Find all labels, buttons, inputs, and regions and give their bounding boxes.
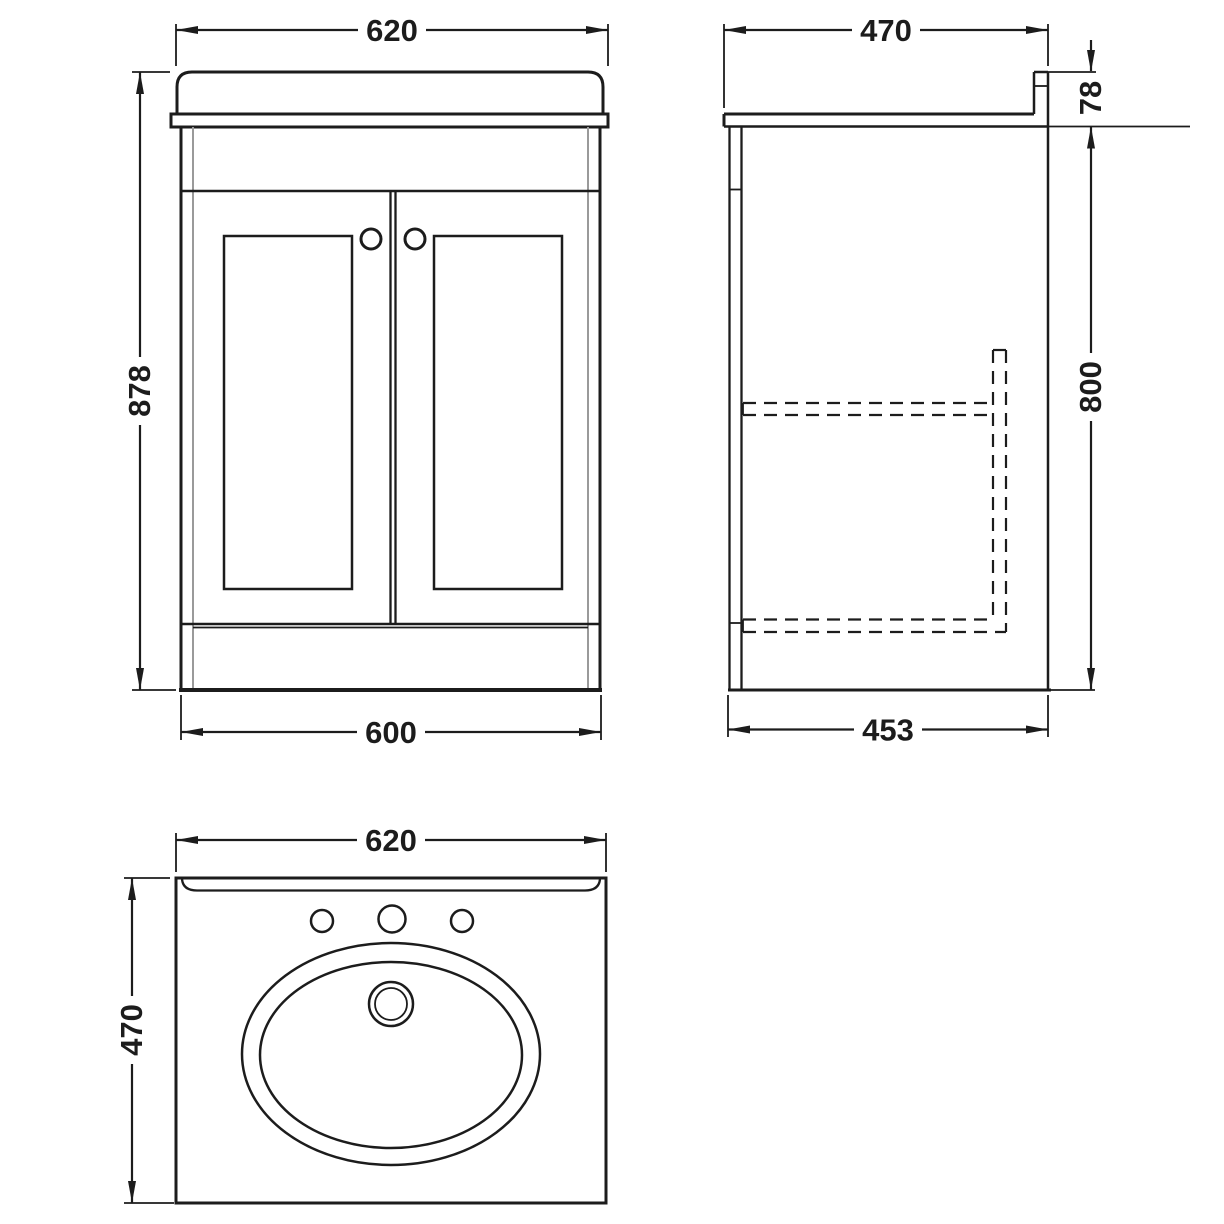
top-basin-inner-bowl xyxy=(260,962,522,1148)
top-waste-inner xyxy=(375,988,407,1020)
dim-label-front-width-bottom: 600 xyxy=(365,715,417,750)
top-dim-depth xyxy=(114,878,174,1203)
arrowhead-right xyxy=(586,26,608,34)
arrowhead-right xyxy=(584,836,606,844)
top-back-edge-line xyxy=(182,879,600,891)
front-left-door-knob xyxy=(361,229,381,249)
side-dim-cabinet-height xyxy=(1073,127,1108,691)
dim-label-top-depth: 470 xyxy=(114,1004,149,1056)
front-right-door-panel xyxy=(434,236,562,589)
dim-label-front-height: 878 xyxy=(122,365,157,417)
top-tap-hole-right xyxy=(451,910,473,932)
arrowhead-up xyxy=(1087,127,1095,149)
side-dim-worktop-height xyxy=(1073,40,1108,123)
arrowhead-left xyxy=(724,26,746,34)
arrowhead-right xyxy=(1026,726,1048,734)
dim-label-side-depth-top: 470 xyxy=(860,13,912,48)
dim-label-side-cabinet-height: 800 xyxy=(1073,361,1108,413)
top-tap-hole-center xyxy=(379,906,406,933)
side-dim-depth-bottom xyxy=(728,695,1048,748)
top-tap-hole-left xyxy=(311,910,333,932)
dim-label-side-worktop-height: 78 xyxy=(1073,80,1108,116)
arrowhead-down xyxy=(1087,50,1095,72)
top-basin-outer-rim xyxy=(242,943,540,1165)
arrowhead-down xyxy=(128,1181,136,1203)
arrowhead-up xyxy=(128,878,136,900)
dim-label-side-depth-bottom: 453 xyxy=(862,712,914,748)
dim-label-front-width-top: 620 xyxy=(366,13,418,48)
arrowhead-up xyxy=(136,72,144,94)
arrowhead-left xyxy=(176,836,198,844)
front-worktop-edge xyxy=(171,114,608,127)
top-worktop-outline xyxy=(176,878,606,1203)
front-left-door-panel xyxy=(224,236,352,589)
side-dim-depth-top xyxy=(724,13,1048,108)
front-dim-height xyxy=(122,72,176,690)
front-dim-width-bottom xyxy=(181,695,601,750)
arrowhead-left xyxy=(181,728,203,736)
arrowhead-right xyxy=(579,728,601,736)
front-dim-width-top xyxy=(176,13,608,66)
arrowhead-left xyxy=(728,726,750,734)
top-dim-width xyxy=(176,823,606,872)
dim-label-top-width: 620 xyxy=(365,823,417,858)
side-view xyxy=(724,72,1190,690)
arrowhead-right xyxy=(1026,26,1048,34)
front-basin-profile xyxy=(177,72,603,114)
arrowhead-down xyxy=(136,668,144,690)
front-view xyxy=(171,72,608,690)
arrowhead-left xyxy=(176,26,198,34)
top-view xyxy=(176,878,606,1203)
front-right-door-knob xyxy=(405,229,425,249)
arrowhead-down xyxy=(1087,668,1095,690)
